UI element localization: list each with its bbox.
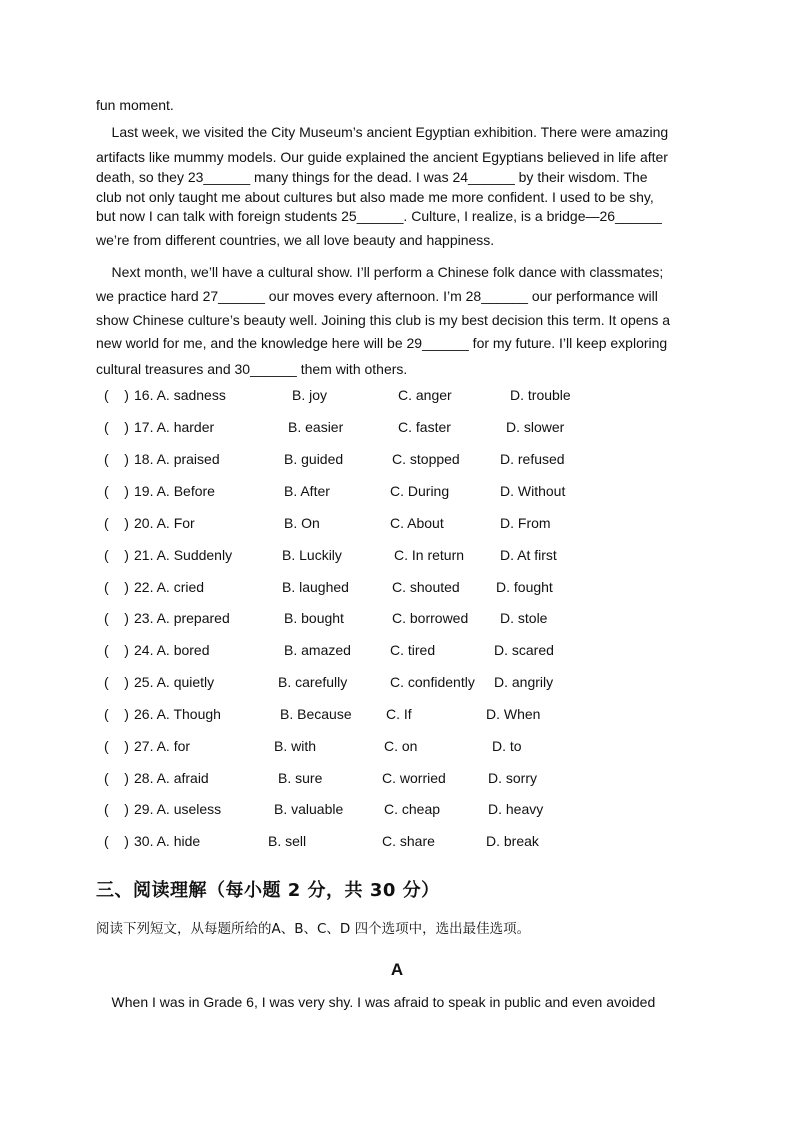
question-row: [104, 609, 664, 627]
option-b: B. Luckily: [282, 547, 342, 563]
option-c: C. confidently: [390, 674, 475, 690]
option-b: B. After: [284, 483, 330, 499]
option-d: D. to: [492, 738, 522, 754]
passage-line: but now I can talk with foreign students 25______. Culture, I realize, is a bridge—26______: [96, 208, 662, 224]
option-b: B. bought: [284, 610, 344, 626]
option-a: 16. A. sadness: [134, 387, 226, 403]
option-d: D. scared: [494, 642, 554, 658]
answer-bracket[interactable]: ( ): [104, 738, 129, 754]
option-a: 28. A. afraid: [134, 770, 209, 786]
answer-bracket[interactable]: ( ): [104, 483, 129, 499]
question-row: [104, 800, 664, 818]
passage-title: A: [390, 960, 404, 979]
option-b: B. guided: [284, 451, 344, 467]
option-d: D. refused: [500, 451, 565, 467]
answer-bracket[interactable]: ( ): [104, 547, 129, 563]
option-b: B. with: [274, 738, 317, 754]
option-b: B. amazed: [284, 642, 351, 658]
passage-line: When I was in Grade 6, I was very shy. I was afraid to speak in public and even avoided: [96, 994, 656, 1010]
option-b: B. laughed: [282, 579, 349, 595]
question-row: [104, 673, 664, 691]
question-row: [104, 450, 664, 468]
passage-line: Last week, we visited the City Museum’s ancient Egyptian exhibition. There were amazing: [96, 124, 669, 140]
option-b: B. easier: [288, 419, 344, 435]
answer-bracket[interactable]: ( ): [104, 579, 129, 595]
option-b: B. valuable: [274, 801, 344, 817]
option-d: D. break: [486, 833, 539, 849]
option-c: C. If: [386, 706, 412, 722]
option-d: D. heavy: [488, 801, 544, 817]
question-row: [104, 546, 664, 564]
question-row: [104, 578, 664, 596]
option-a: 21. A. Suddenly: [134, 547, 233, 563]
option-a: 17. A. harder: [134, 419, 215, 435]
passage-line: artifacts like mummy models. Our guide explained the ancient Egyptians believed in life after: [96, 149, 668, 165]
option-c: C. tired: [390, 642, 436, 658]
option-d: D. When: [486, 706, 541, 722]
passage-line: show Chinese culture’s beauty well. Joining this club is my best decision this term. It opens a: [96, 312, 671, 328]
option-a: 22. A. cried: [134, 579, 205, 595]
answer-bracket[interactable]: ( ): [104, 801, 129, 817]
option-c: C. shouted: [392, 579, 460, 595]
option-d: D. At first: [500, 547, 557, 563]
answer-bracket[interactable]: ( ): [104, 674, 129, 690]
section-instruction: 阅读下列短文，从每题所给的A、B、C、D 四个选项中，选出最佳选项。: [96, 921, 531, 937]
option-d: D. stole: [500, 610, 548, 626]
answer-bracket[interactable]: ( ): [104, 451, 129, 467]
question-row: [104, 386, 664, 404]
answer-bracket[interactable]: ( ): [104, 387, 129, 403]
passage-line: Next month, we’ll have a cultural show. I’ll perform a Chinese folk dance with classmates;: [96, 264, 664, 280]
option-a: 27. A. for: [134, 738, 191, 754]
option-b: B. carefully: [278, 674, 348, 690]
option-c: C. faster: [398, 419, 451, 435]
option-d: D. trouble: [510, 387, 571, 403]
passage-line: cultural treasures and 30______ them with others.: [96, 361, 408, 377]
option-a: 23. A. prepared: [134, 610, 230, 626]
question-row: [104, 705, 664, 723]
answer-bracket[interactable]: ( ): [104, 515, 129, 531]
option-b: B. sell: [268, 833, 307, 849]
option-c: C. on: [384, 738, 418, 754]
passage-line: club not only taught me about cultures but also made me more confident. I used to be shy,: [96, 189, 654, 205]
option-d: D. angrily: [494, 674, 554, 690]
option-b: B. On: [284, 515, 320, 531]
option-a: 25. A. quietly: [134, 674, 215, 690]
option-d: D. fought: [496, 579, 553, 595]
option-b: B. Because: [280, 706, 352, 722]
option-c: C. cheap: [384, 801, 441, 817]
option-d: D. sorry: [488, 770, 537, 786]
option-d: D. slower: [506, 419, 565, 435]
question-row: [104, 641, 664, 659]
question-row: [104, 482, 664, 500]
option-c: C. In return: [394, 547, 465, 563]
option-a: 20. A. For: [134, 515, 195, 531]
question-row: [104, 418, 664, 436]
option-c: C. borrowed: [392, 610, 469, 626]
option-c: C. About: [390, 515, 444, 531]
passage-line: we practice hard 27______ our moves every afternoon. I’m 28______ our performance will: [96, 288, 658, 304]
option-c: C. share: [382, 833, 435, 849]
passage-line: we’re from different countries, we all love beauty and happiness.: [96, 232, 495, 248]
option-a: 19. A. Before: [134, 483, 215, 499]
passage-line: new world for me, and the knowledge here will be 29______ for my future. I’ll keep exploring: [96, 335, 668, 351]
option-a: 30. A. hide: [134, 833, 201, 849]
passage-line: fun moment.: [96, 97, 174, 113]
question-row: [104, 832, 664, 850]
question-row: [104, 737, 664, 755]
answer-bracket[interactable]: ( ): [104, 706, 129, 722]
question-row: [104, 769, 664, 787]
option-c: C. anger: [398, 387, 452, 403]
option-c: C. During: [390, 483, 450, 499]
answer-bracket[interactable]: ( ): [104, 642, 129, 658]
answer-bracket[interactable]: ( ): [104, 419, 129, 435]
answer-bracket[interactable]: ( ): [104, 610, 129, 626]
option-a: 26. A. Though: [134, 706, 221, 722]
option-a: 24. A. bored: [134, 642, 210, 658]
option-d: D. Without: [500, 483, 566, 499]
option-a: 29. A. useless: [134, 801, 222, 817]
option-d: D. From: [500, 515, 551, 531]
answer-bracket[interactable]: ( ): [104, 770, 129, 786]
option-a: 18. A. praised: [134, 451, 220, 467]
option-c: C. stopped: [392, 451, 460, 467]
option-b: B. joy: [292, 387, 328, 403]
section-title: 三、阅读理解（每小题 2 分，共 30 分）: [96, 880, 440, 901]
question-row: [104, 514, 664, 532]
option-b: B. sure: [278, 770, 323, 786]
answer-bracket[interactable]: ( ): [104, 833, 129, 849]
option-c: C. worried: [382, 770, 446, 786]
passage-line: death, so they 23______ many things for the dead. I was 24______ by their wisdom. The: [96, 169, 648, 185]
